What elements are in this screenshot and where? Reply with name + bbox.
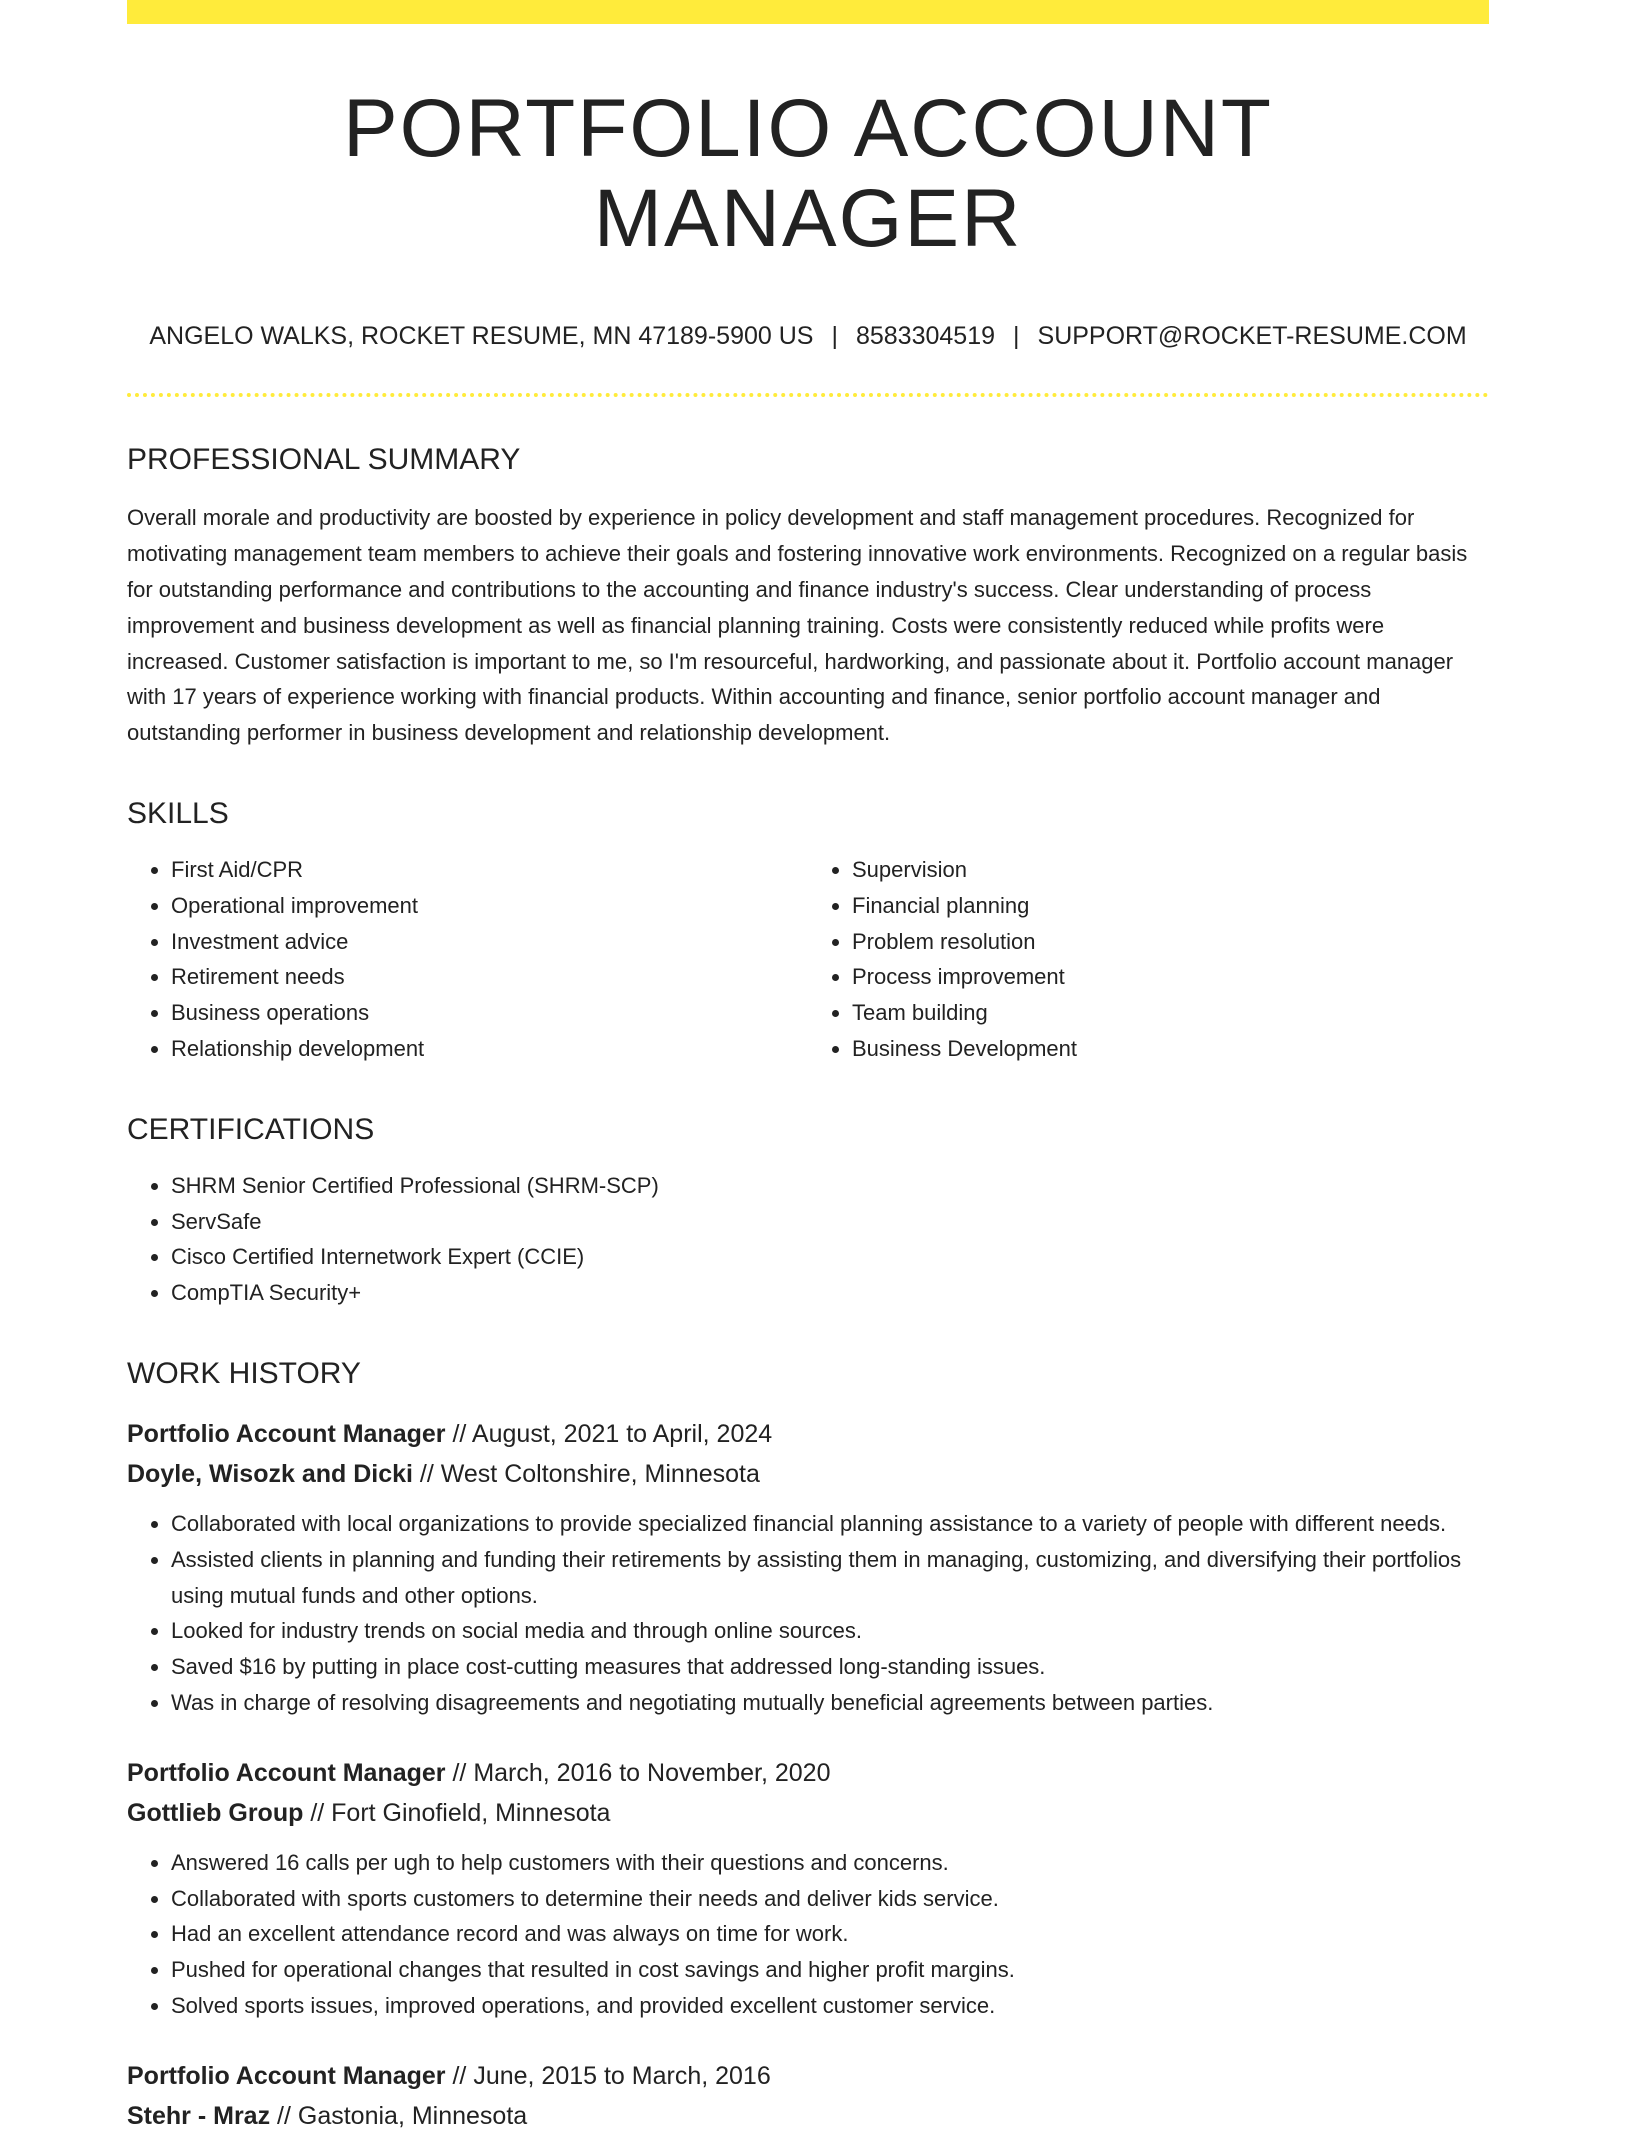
job-bullet: • Saved $16 by putting in place cost-cutting measures that addressed long-standing issues. xyxy=(171,1649,1489,1685)
skill-item: • Investment advice xyxy=(171,924,808,960)
skills-right-list xyxy=(808,852,1489,1067)
skill-item: • First Aid/CPR xyxy=(171,852,808,888)
job-bullet: • Answered 16 calls per ugh to help customers with their questions and concerns. xyxy=(171,1845,1489,1881)
job-bullet: • Collaborated with sports customers to determine their needs and deliver kids service. xyxy=(171,1881,1489,1917)
job-dates: // March, 2016 to November, 2020 xyxy=(445,1758,831,1787)
skill-item: • Team building xyxy=(852,995,1489,1031)
job-company-line xyxy=(127,2096,1489,2136)
job-bullets xyxy=(127,1845,1489,2024)
contact-separator: | xyxy=(1013,322,1020,351)
job-bullet: • Was in charge of resolving disagreements and negotiating mutually beneficial agreements between parties. xyxy=(171,1685,1489,1721)
contact-address: ANGELO WALKS, ROCKET RESUME, MN 47189-5900 US xyxy=(149,322,814,351)
certification-item: • CompTIA Security+ xyxy=(171,1275,1489,1311)
job-company-line xyxy=(127,1793,1489,1833)
contact-line xyxy=(127,324,1489,349)
job-company: Gottlieb Group xyxy=(127,1798,304,1827)
contact-separator: | xyxy=(831,322,838,351)
certification-item: • ServSafe xyxy=(171,1204,1489,1240)
job-company-line xyxy=(127,1454,1489,1494)
job-title-line xyxy=(127,1414,1489,1454)
job-bullet: • Looked for industry trends on social media and through online sources. xyxy=(171,1613,1489,1649)
contact-email[interactable]: SUPPORT@ROCKET-RESUME.COM xyxy=(1037,322,1467,351)
job-role: Portfolio Account Manager xyxy=(127,2061,446,2090)
job-bullet: • Pushed for operational changes that resulted in cost savings and higher profit margins. xyxy=(171,1952,1489,1988)
job-location: // West Coltonshire, Minnesota xyxy=(412,1459,760,1488)
resume-page xyxy=(127,0,1489,2136)
job-bullets xyxy=(127,1506,1489,1721)
skill-item: • Operational improvement xyxy=(171,888,808,924)
job-bullet: • Collaborated with local organizations to provide specialized financial planning assistance to a variety of people with different needs. xyxy=(171,1506,1489,1542)
skill-item: • Retirement needs xyxy=(171,959,808,995)
summary-heading: PROFESSIONAL SUMMARY xyxy=(127,443,521,477)
job-title-line xyxy=(127,1753,1489,1793)
dotted-divider xyxy=(127,393,1489,397)
job-bullet: • Had an excellent attendance record and was always on time for work. xyxy=(171,1916,1489,1952)
job-bullet: • Solved sports issues, improved operations, and provided excellent customer service. xyxy=(171,1988,1489,2024)
job-entry xyxy=(127,2056,1489,2136)
skill-item: • Business operations xyxy=(171,995,808,1031)
job-entry xyxy=(127,1753,1489,2024)
skills-heading: SKILLS xyxy=(127,796,229,830)
job-dates: // August, 2021 to April, 2024 xyxy=(445,1419,773,1448)
work-history-heading: WORK HISTORY xyxy=(127,1356,361,1390)
skills-left-list xyxy=(127,852,808,1067)
page-title: PORTFOLIO ACCOUNT MANAGER xyxy=(342,83,1274,265)
skills-columns xyxy=(127,852,1489,1067)
job-dates: // June, 2015 to March, 2016 xyxy=(445,2061,771,2090)
skill-item: • Business Development xyxy=(852,1031,1489,1067)
job-role: Portfolio Account Manager xyxy=(127,1419,446,1448)
certifications-list xyxy=(127,1168,1489,1311)
job-entry xyxy=(127,1414,1489,1721)
skill-item: • Problem resolution xyxy=(852,924,1489,960)
skill-item: • Relationship development xyxy=(171,1031,808,1067)
job-bullet: • Assisted clients in planning and funding their retirements by assisting them in managing, customizing, and diversifying their portfolios using mutual funds and other options. xyxy=(171,1542,1489,1614)
job-company: Stehr - Mraz xyxy=(127,2101,271,2130)
job-location: // Fort Ginofield, Minnesota xyxy=(303,1798,611,1827)
top-accent-bar xyxy=(127,0,1489,24)
job-role: Portfolio Account Manager xyxy=(127,1758,446,1787)
summary-text: Overall morale and productivity are boosted by experience in policy development and staff management procedures. Recognized for motivating management team members to achieve their goals and fostering innovative work environments. Recognized on a regular basis for outstanding performance and contributions to the accounting and finance industry's success. Clear understanding of process improvement and business development as well as financial planning training. Costs were consistently reduced while profits were increased. Customer satisfaction is important to me, so I'm resourceful, hardworking, and passionate about it. Portfolio account manager with 17 years of experience working with financial products. Within accounting and finance, senior portfolio account manager and outstanding performer in business development and relationship development. xyxy=(127,505,1468,746)
contact-phone: 8583304519 xyxy=(855,322,996,351)
skill-item: • Financial planning xyxy=(852,888,1489,924)
certifications-heading: CERTIFICATIONS xyxy=(127,1112,375,1146)
certification-item: • Cisco Certified Internetwork Expert (CCIE) xyxy=(171,1239,1489,1275)
skill-item: • Supervision xyxy=(852,852,1489,888)
certification-item: • SHRM Senior Certified Professional (SHRM-SCP) xyxy=(171,1168,1489,1204)
job-location: // Gastonia, Minnesota xyxy=(270,2101,528,2130)
job-title-line xyxy=(127,2056,1489,2096)
job-company: Doyle, Wisozk and Dicki xyxy=(127,1459,413,1488)
skill-item: • Process improvement xyxy=(852,959,1489,995)
